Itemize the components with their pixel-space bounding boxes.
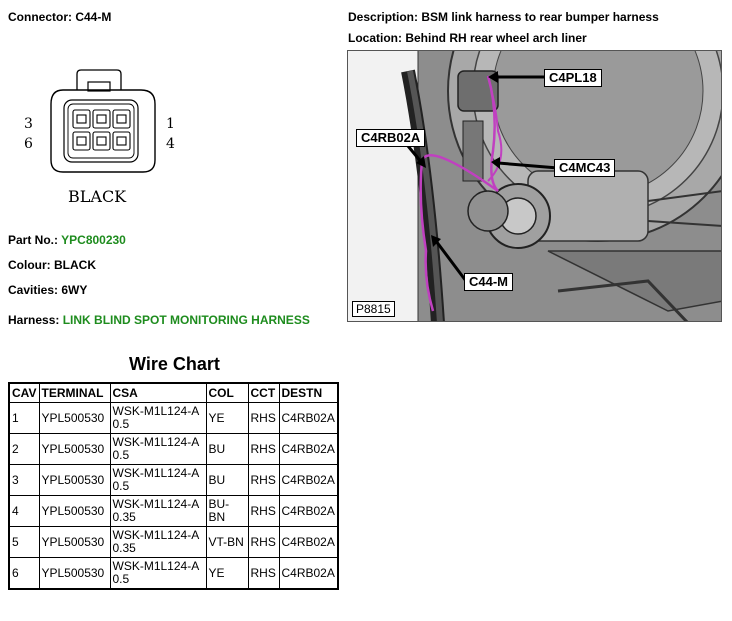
table-row xyxy=(9,527,338,558)
pin-label-1: 1 xyxy=(166,116,175,132)
connector-latch xyxy=(77,70,121,90)
cavity-3 xyxy=(73,110,90,128)
cell-cav: 2 xyxy=(9,434,39,465)
cell-csa: WSK-M1L124-A 0.5 xyxy=(110,403,206,434)
pin-label-6: 6 xyxy=(24,136,33,152)
table-row xyxy=(9,465,338,496)
wire-chart-table xyxy=(8,382,339,590)
callout-c4mc43: C4MC43 xyxy=(554,159,615,177)
header-col: COL xyxy=(206,383,248,403)
cell-cct: RHS xyxy=(248,465,279,496)
cell-destn: C4RB02A xyxy=(279,403,338,434)
cell-cct: RHS xyxy=(248,527,279,558)
connector-label: Connector: C44-M xyxy=(8,10,112,24)
cavity-4 xyxy=(113,132,130,150)
header-csa: CSA xyxy=(110,383,206,403)
callout-c4rb02a: C4RB02A xyxy=(356,129,425,147)
wire-chart-header-row xyxy=(9,383,338,403)
cell-terminal: YPL500530 xyxy=(39,434,110,465)
header-destn: DESTN xyxy=(279,383,338,403)
header-terminal: TERMINAL xyxy=(39,383,110,403)
cell-cct: RHS xyxy=(248,496,279,527)
cell-terminal: YPL500530 xyxy=(39,403,110,434)
cell-cct: RHS xyxy=(248,558,279,590)
colour-row xyxy=(8,258,96,272)
cell-cct: RHS xyxy=(248,434,279,465)
cell-csa: WSK-M1L124-A 0.35 xyxy=(110,496,206,527)
cell-col: YE xyxy=(206,558,248,590)
cell-destn: C4RB02A xyxy=(279,558,338,590)
connector-face-diagram xyxy=(50,68,160,186)
cell-cav: 1 xyxy=(9,403,39,434)
colour-label: Colour: xyxy=(8,258,51,272)
description-text: Description: BSM link harness to rear bumper harness xyxy=(348,10,659,24)
cell-destn: C4RB02A xyxy=(279,465,338,496)
cell-csa: WSK-M1L124-A 0.35 xyxy=(110,527,206,558)
cell-cav: 6 xyxy=(9,558,39,590)
cell-terminal: YPL500530 xyxy=(39,558,110,590)
cell-destn: C4RB02A xyxy=(279,527,338,558)
cell-csa: WSK-M1L124-A 0.5 xyxy=(110,558,206,590)
cavities-row xyxy=(8,283,87,297)
cell-terminal: YPL500530 xyxy=(39,527,110,558)
cell-csa: WSK-M1L124-A 0.5 xyxy=(110,434,206,465)
callout-c44-m: C44-M xyxy=(464,273,513,291)
cavity-2 xyxy=(93,110,110,128)
part-no-label: Part No.: xyxy=(8,233,59,247)
cell-destn: C4RB02A xyxy=(279,434,338,465)
header-cct: CCT xyxy=(248,383,279,403)
location-photo xyxy=(347,50,722,322)
table-row xyxy=(9,434,338,465)
callout-c4pl18: C4PL18 xyxy=(544,69,602,87)
photo-ref-code: P8815 xyxy=(352,301,395,317)
header-cav: CAV xyxy=(9,383,39,403)
harness-label: Harness: xyxy=(8,313,60,327)
pin-label-3: 3 xyxy=(24,116,33,132)
cell-cav: 4 xyxy=(9,496,39,527)
table-row xyxy=(9,403,338,434)
connector-color-label: BLACK xyxy=(68,187,127,206)
cell-col: VT-BN xyxy=(206,527,248,558)
colour-value: BLACK xyxy=(54,258,96,272)
connector-inner xyxy=(64,100,138,162)
table-row xyxy=(9,496,338,527)
cell-cct: RHS xyxy=(248,403,279,434)
cell-col: BU xyxy=(206,465,248,496)
pin-label-4: 4 xyxy=(166,136,175,152)
part-no-row xyxy=(8,233,126,247)
cell-col: BU xyxy=(206,434,248,465)
cavity-6 xyxy=(73,132,90,150)
cell-col: BU-BN xyxy=(206,496,248,527)
photo-illustration xyxy=(348,51,722,322)
cell-destn: C4RB02A xyxy=(279,496,338,527)
location-text: Location: Behind RH rear wheel arch liner xyxy=(348,31,587,45)
harness-value: LINK BLIND SPOT MONITORING HARNESS xyxy=(62,313,310,327)
cell-csa: WSK-M1L124-A 0.5 xyxy=(110,465,206,496)
cell-terminal: YPL500530 xyxy=(39,465,110,496)
cavity-1 xyxy=(113,110,130,128)
part-no-value: YPC800230 xyxy=(61,233,126,247)
cell-cav: 5 xyxy=(9,527,39,558)
harness-row xyxy=(8,313,310,327)
cell-col: YE xyxy=(206,403,248,434)
cell-terminal: YPL500530 xyxy=(39,496,110,527)
cavities-value: 6WY xyxy=(61,283,88,297)
wire-chart-title: Wire Chart xyxy=(129,354,220,374)
table-row xyxy=(9,558,338,590)
cell-cav: 3 xyxy=(9,465,39,496)
cavity-5 xyxy=(93,132,110,150)
cavities-label: Cavities: xyxy=(8,283,59,297)
